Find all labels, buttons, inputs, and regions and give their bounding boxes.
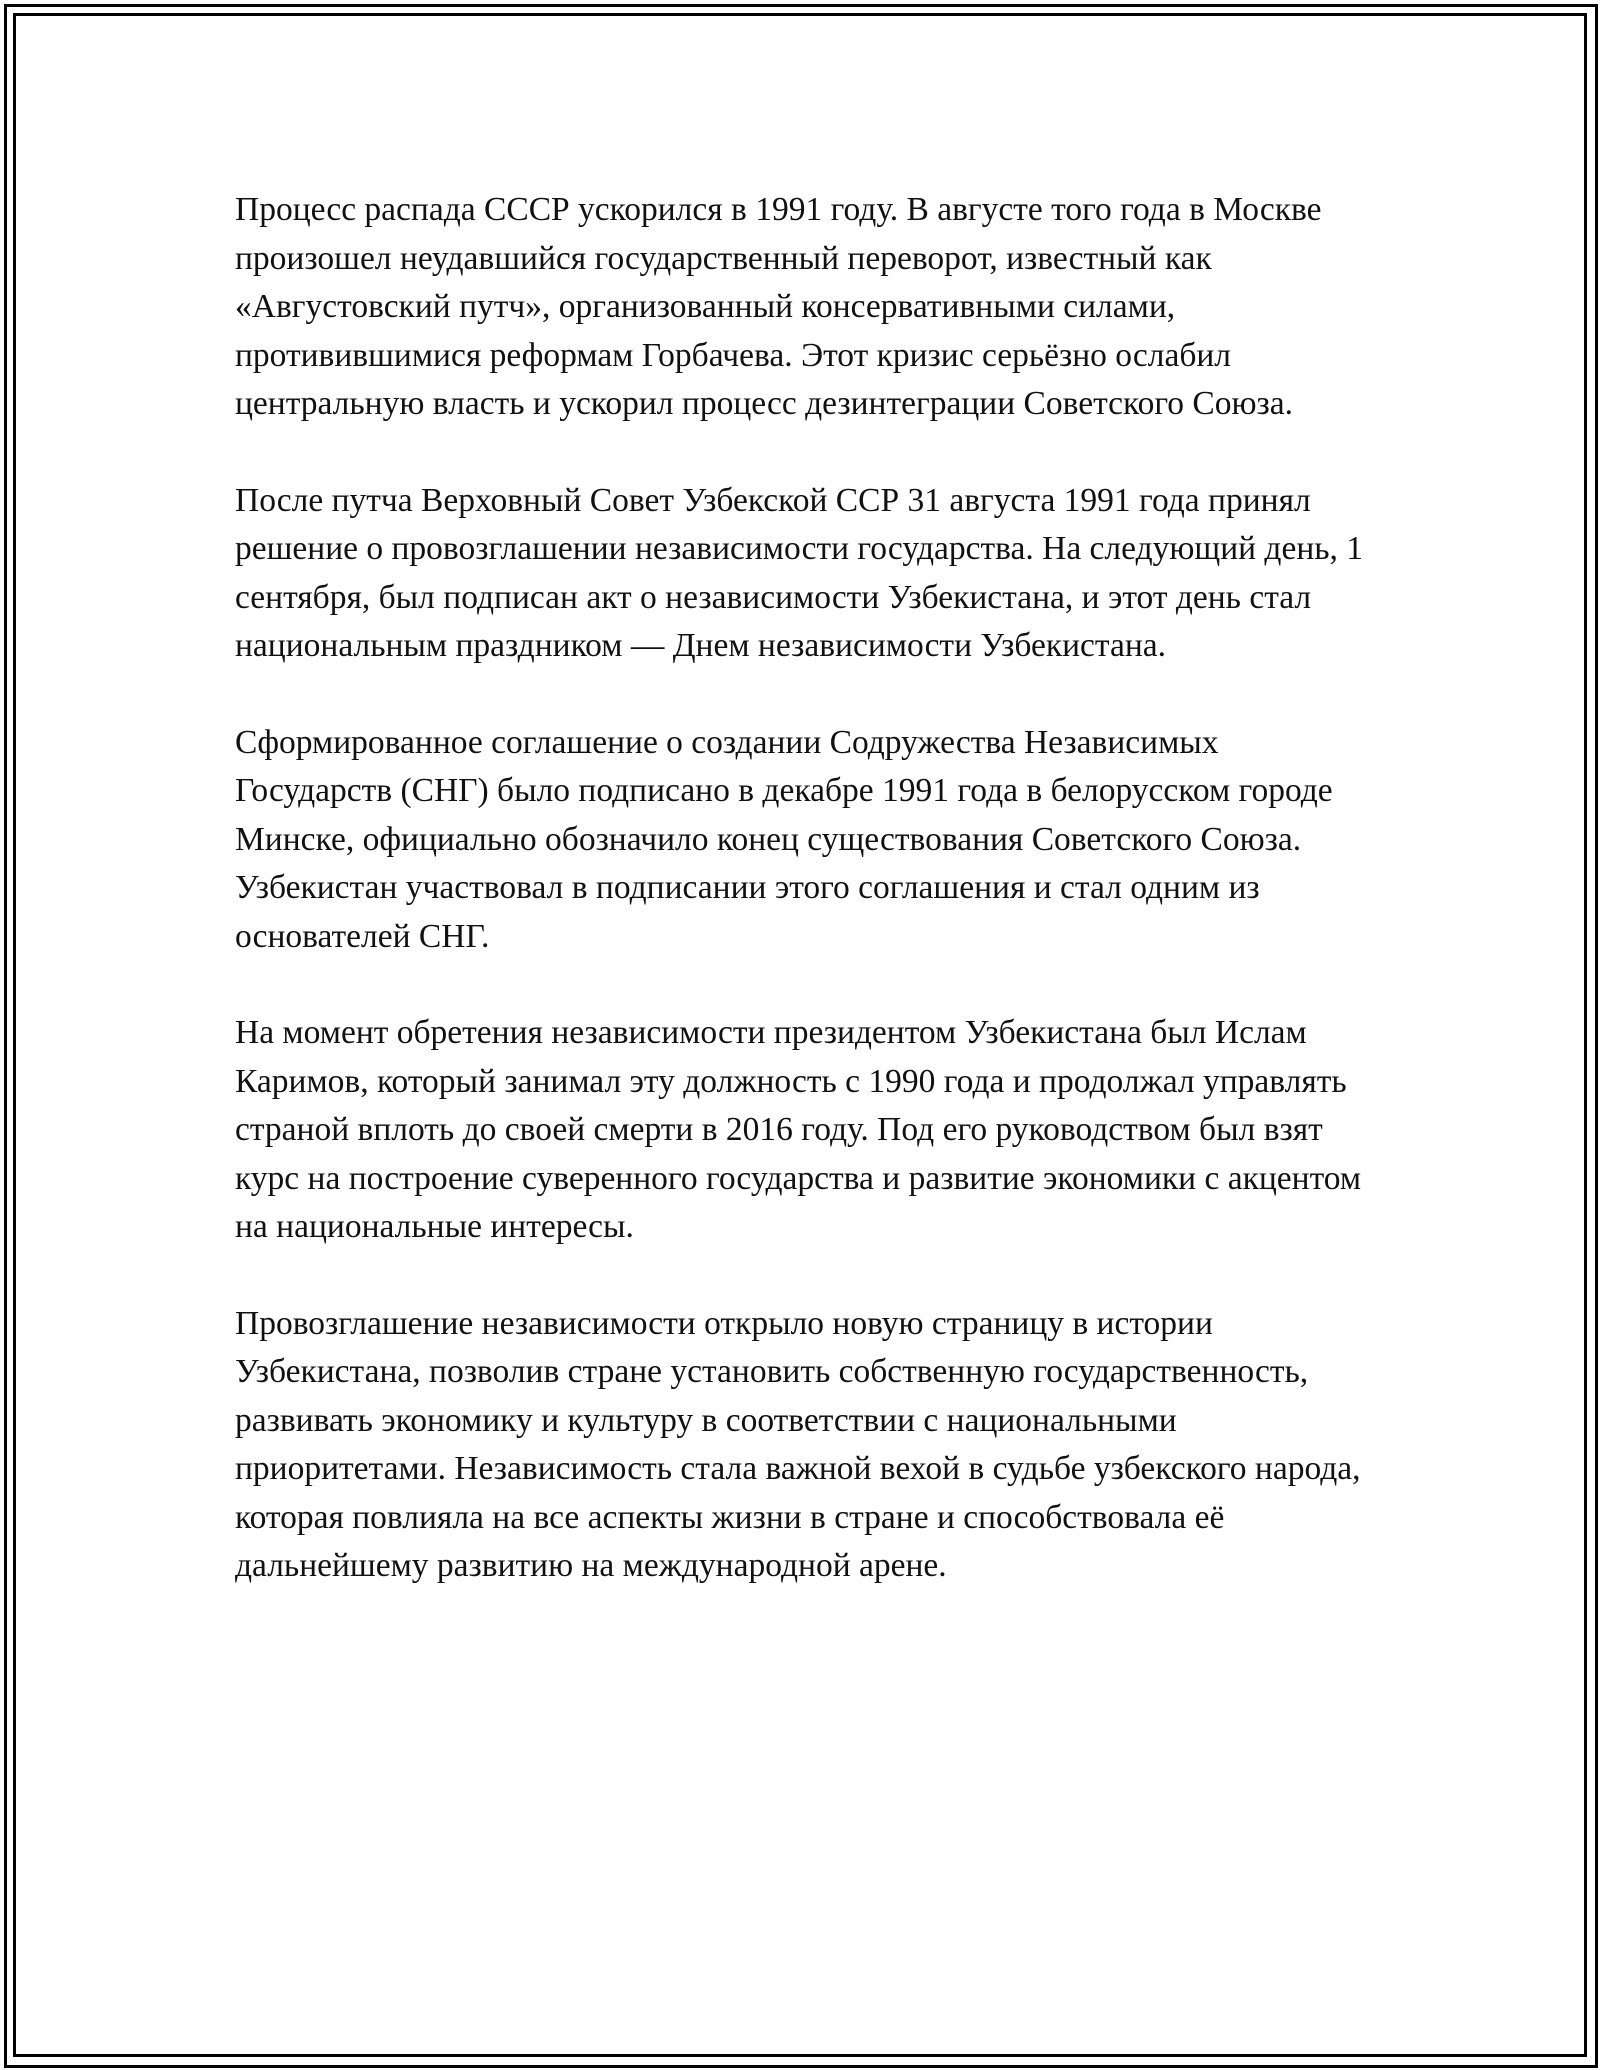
document-body [235,186,1375,1639]
paragraph-august-coup: Процесс распада СССР ускорился в 1991 году. В августе того года в Москве произошел неудавшийся государственный переворот, известный как «Августовский путч», организованный консервативными силами, противившимися реформам Горбачева. Этот кризис серьёзно ослабил центральную власть и ускорил процесс дезинтеграции Советского Союза. [235,191,1322,422]
paragraph-cis-agreement: Сформированное соглашение о создании Содружества Независимых Государств (СНГ) было подписано в декабре 1991 года в белорусском городе Минске, официально обозначило конец существования Советского Союза. Узбекистан участвовал в подписании этого соглашения и стал одним из основателей СНГ. [235,723,1333,955]
paragraph-independence-declaration: После путча Верховный Совет Узбекской ССР 31 августа 1991 года принял решение о провозглашении независимости государства. На следующий день, 1 сентября, был подписан акт о независимости Узбекистана, и этот день стал национальным праздником — Днем независимости Узбекистана. [235,481,1364,664]
paragraph-new-page: Провозглашение независимости открыло новую страницу в истории Узбекистана, позволив стране установить собственную государственность, развивать экономику и культуру в соответствии с национальными приоритетами. Независимость стала важной вехой в судьбе узбекского народа, которая повлияла на все аспекты жизни в стране и способствовала её дальнейшему развитию на международной арене. [235,1304,1361,1584]
paragraph-karimov: На момент обретения независимости президентом Узбекистана был Ислам Каримов, который занимал эту должность с 1990 года и продолжал управлять страной вплоть до своей смерти в 2016 году. Под его руководством был взят курс на построение суверенного государства и развитие экономики с акцентом на национальные интересы. [235,1014,1362,1245]
